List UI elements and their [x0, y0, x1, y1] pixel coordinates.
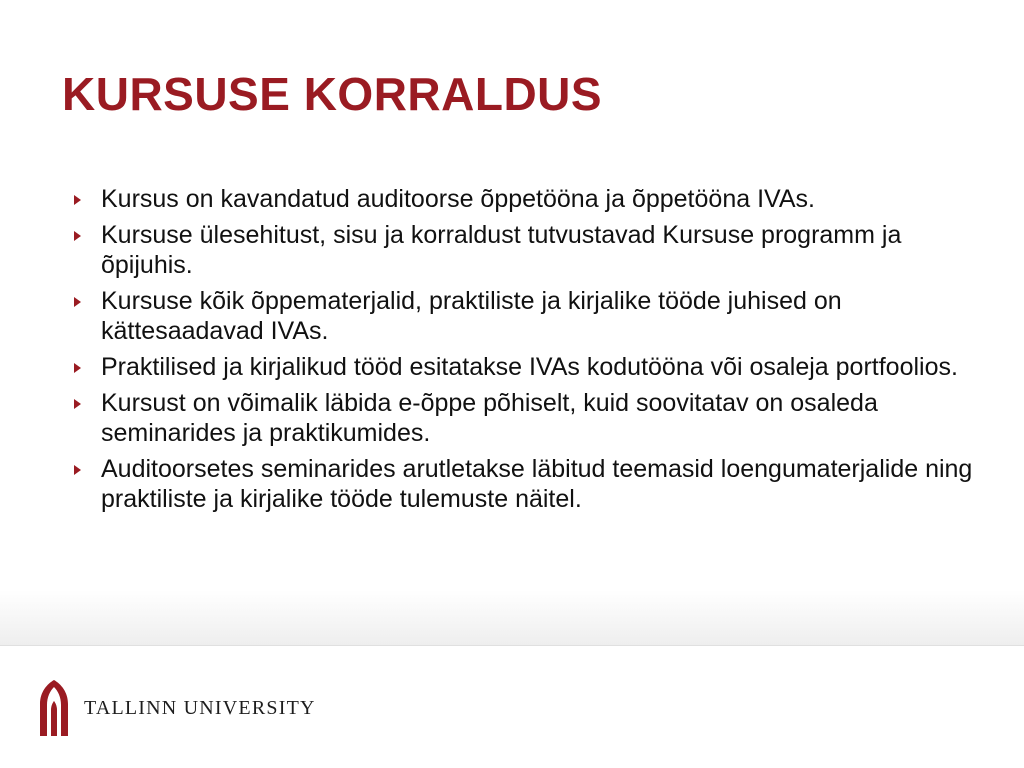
bullet-item [74, 352, 974, 382]
triangle-bullet-icon [74, 297, 81, 307]
footer-divider [0, 645, 1024, 646]
bullet-text: Kursuse kõik õppematerjalid, praktiliste ja kirjalike tööde juhised on kättesaadavad IVAs. [101, 287, 842, 345]
tallinn-university-arch-icon [38, 680, 70, 736]
bullet-list [74, 184, 974, 520]
triangle-bullet-icon [74, 231, 81, 241]
bullet-item [74, 220, 974, 280]
bullet-item [74, 286, 974, 346]
bullet-text: Kursust on võimalik läbida e-õppe põhiselt, kuid soovitatav on osaleda seminarides ja praktikumides. [101, 389, 878, 447]
bullet-item [74, 454, 974, 514]
bullet-text: Praktilised ja kirjalikud tööd esitatakse IVAs kodutööna või osaleja portfoolios. [101, 353, 958, 381]
bullet-text: Kursuse ülesehitust, sisu ja korraldust tutvustavad Kursuse programm ja õpijuhis. [101, 221, 902, 279]
logo-wordmark: TALLINN UNIVERSITY [84, 696, 316, 719]
triangle-bullet-icon [74, 399, 81, 409]
triangle-bullet-icon [74, 465, 81, 475]
triangle-bullet-icon [74, 195, 81, 205]
bullet-item [74, 184, 974, 214]
triangle-bullet-icon [74, 363, 81, 373]
university-logo [38, 680, 316, 736]
bullet-text: Kursus on kavandatud auditoorse õppetööna ja õppetööna IVAs. [101, 185, 815, 213]
bullet-text: Auditoorsetes seminarides arutletakse läbitud teemasid loengumaterjalide ning praktiliste ja kirjalike tööde tulemuste näitel. [101, 455, 973, 513]
bullet-item [74, 388, 974, 448]
slide-title: KURSUSE KORRALDUS [62, 68, 603, 120]
footer-band [0, 590, 1024, 646]
